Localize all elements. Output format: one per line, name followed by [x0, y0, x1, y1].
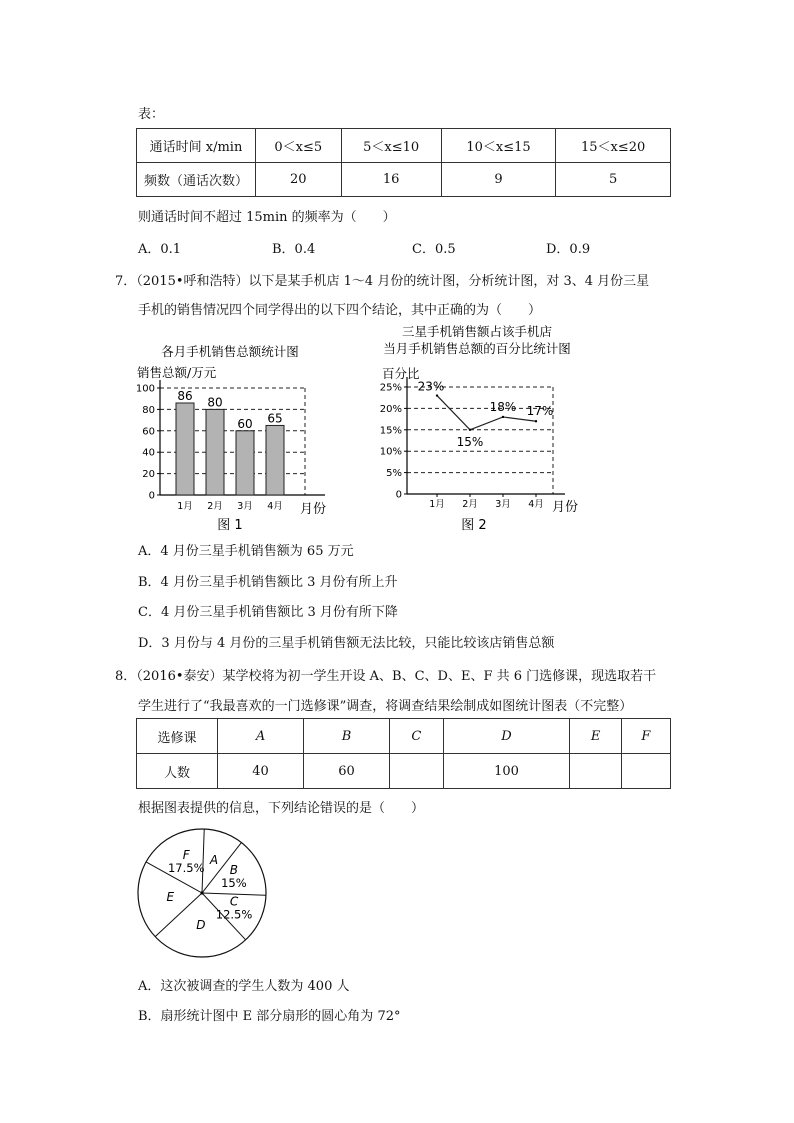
table-label: 表：	[138, 107, 165, 122]
table-cell: 频数（通话次数）	[137, 163, 256, 197]
table-cell: 16	[341, 163, 441, 197]
table-cell	[570, 754, 621, 789]
data-point	[436, 394, 438, 396]
bar-chart-caption: 图 1	[217, 518, 243, 533]
y-tick-label: 15%	[379, 425, 402, 437]
q7-stem-line2: 手机的销售情况四个同学得出的以下四个结论，其中正确的为（ ）	[138, 303, 542, 318]
q8-option-b: B．扇形统计图中 E 部分扇形的圆心角为 72°	[138, 1009, 401, 1024]
pie-chart	[134, 826, 274, 966]
q8-stem-line2: 学生进行了“我最喜欢的一门选修课”调查，将调查结果绘制成如图统计图表（不完整）	[138, 699, 633, 714]
table-header-cell: 选修课	[137, 719, 218, 754]
pie-slice-percent: 17.5%	[167, 861, 205, 876]
pie-slice-label: D	[196, 917, 206, 932]
table-header-cell: 10＜x≤15	[441, 129, 556, 163]
table-header-cell: C	[390, 719, 444, 754]
y-tick-label: 0	[395, 489, 402, 501]
x-tick-label: 4月	[528, 499, 544, 510]
line-chart-xlabel: 月份	[552, 500, 579, 515]
table-header-cell: 15＜x≤20	[556, 129, 671, 163]
bar-chart-xlabel: 月份	[300, 502, 327, 517]
call-time-table	[136, 128, 671, 197]
table-cell: 5	[556, 163, 671, 197]
line-chart-title-line1: 三星手机销售额占该手机店	[401, 324, 553, 339]
x-tick-label: 4月	[267, 501, 283, 512]
table-cell: 60	[304, 754, 390, 789]
bar-value-label: 65	[267, 411, 283, 426]
table-header-cell: F	[621, 719, 670, 754]
pie-slice-label: A	[209, 852, 219, 867]
x-tick-label: 1月	[429, 499, 445, 510]
bar	[236, 431, 254, 495]
data-label: 23%	[417, 379, 445, 394]
x-tick-label: 3月	[237, 501, 253, 512]
data-point	[535, 420, 537, 422]
pie-slice-label: B	[229, 863, 239, 878]
pie-slice-label: F	[182, 848, 190, 863]
table-header-cell: 5＜x≤10	[341, 129, 441, 163]
q7-option-c: C．4 月份三星手机销售额比 3 月份有所下降	[138, 605, 398, 620]
y-tick-label: 40	[142, 447, 155, 459]
pie-slice-label: C	[229, 894, 239, 909]
table-header-cell: D	[443, 719, 570, 754]
q7-option-a: A．4 月份三星手机销售额为 65 万元	[138, 544, 354, 559]
table-cell: 9	[441, 163, 556, 197]
bar	[176, 403, 194, 495]
data-label: 18%	[489, 399, 517, 414]
table-cell: 人数	[137, 754, 218, 789]
table-cell: 100	[443, 754, 570, 789]
table-cell	[621, 754, 670, 789]
y-tick-label: 0	[148, 490, 155, 502]
q8-option-a: A．这次被调查的学生人数为 400 人	[138, 979, 350, 994]
series-line	[437, 396, 536, 430]
data-point	[469, 429, 471, 431]
data-label: 15%	[456, 434, 484, 449]
bar-value-label: 80	[207, 395, 223, 410]
x-tick-label: 2月	[207, 501, 223, 512]
y-tick-label: 100	[135, 383, 155, 395]
q6-option-d: D．0.9	[546, 242, 591, 257]
line-chart-title-line2: 当月手机销售总额的百分比统计图	[383, 341, 571, 356]
bar	[206, 409, 224, 495]
table-cell: 20	[256, 163, 342, 197]
bar	[266, 425, 284, 495]
pie-slice-label: E	[166, 889, 175, 904]
line-chart-figure2	[370, 322, 590, 538]
table-header-cell: 通话时间 x/min	[137, 129, 256, 163]
q7-option-d: D．3 月份与 4 月份的三星手机销售额无法比较，只能比较该店销售总额	[138, 636, 555, 651]
q7-option-b: B．4 月份三星手机销售额比 3 月份有所上升	[138, 575, 398, 590]
q6-question: 则通话时间不超过 15min 的频率为（ ）	[138, 210, 396, 225]
x-tick-label: 1月	[177, 501, 193, 512]
bar-chart-ylabel: 销售总额/万元	[137, 365, 217, 380]
q8-question: 根据图表提供的信息，下列结论错误的是（ ）	[138, 801, 425, 816]
data-point	[502, 416, 504, 418]
y-tick-label: 60	[142, 426, 155, 438]
q6-option-b: B．0.4	[272, 242, 316, 257]
y-tick-label: 5%	[386, 468, 402, 480]
y-tick-label: 20%	[379, 403, 402, 415]
line-chart-caption: 图 2	[461, 518, 487, 533]
q6-option-c: C．0.5	[412, 242, 456, 257]
bar-chart-title: 各月手机销售总额统计图	[161, 344, 299, 359]
q8-stem-line1: 8．（2016•泰安）某学校将为初一学生开设 A、B、C、D、E、F 共 6 门选修课，现选取若干	[115, 669, 657, 684]
bar-value-label: 86	[177, 388, 193, 403]
table-cell	[390, 754, 444, 789]
pie-slice-percent: 12.5%	[215, 907, 253, 922]
table-cell: 40	[218, 754, 304, 789]
x-tick-label: 3月	[495, 499, 511, 510]
table-header-cell: E	[570, 719, 621, 754]
table-header-cell: 0＜x≤5	[256, 129, 342, 163]
data-label: 17%	[526, 404, 554, 419]
pie-slice-percent: 15%	[221, 876, 247, 891]
table-header-cell: B	[304, 719, 390, 754]
q6-option-a: A．0.1	[138, 242, 182, 257]
q7-stem-line1: 7．（2015•呼和浩特）以下是某手机店 1～4 月份的统计图，分析统计图，对 3、4 月份三星	[115, 274, 650, 289]
y-tick-label: 25%	[379, 382, 402, 394]
y-tick-label: 80	[142, 404, 155, 416]
x-tick-label: 2月	[462, 499, 478, 510]
y-tick-label: 20	[142, 469, 155, 481]
bar-value-label: 60	[237, 416, 253, 431]
table-header-cell: A	[218, 719, 304, 754]
y-tick-label: 10%	[379, 446, 402, 458]
elective-course-table	[136, 718, 671, 789]
bar-chart-figure1	[130, 338, 340, 538]
line-chart-ylabel: 百分比	[382, 366, 420, 381]
pie-center	[200, 891, 203, 894]
